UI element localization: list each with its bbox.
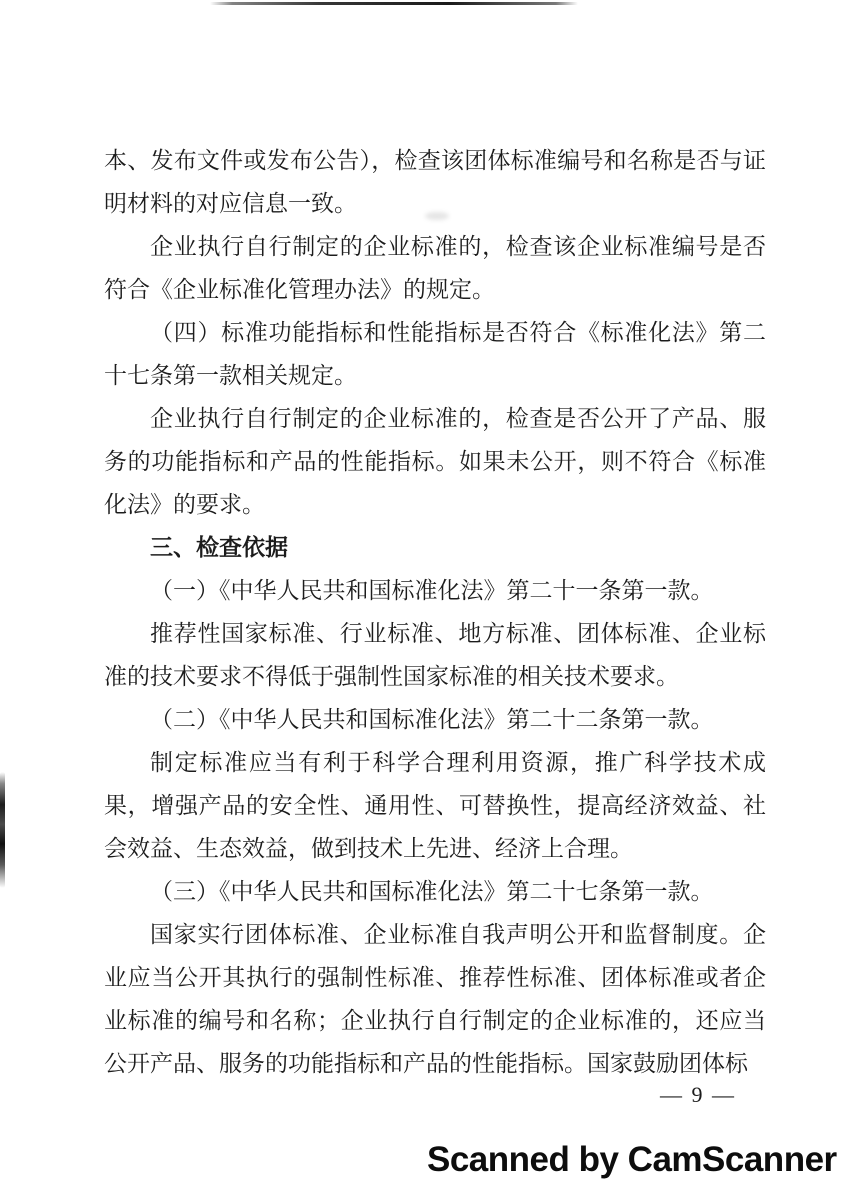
scan-artifact-left-edge: [0, 772, 5, 888]
body-paragraph: 推荐性国家标准、行业标准、地方标准、团体标准、企业标准的技术要求不得低于强制性国家标准的相关技术要求。: [104, 621, 766, 689]
body-paragraph: 企业执行自行制定的企业标准的，检查是否公开了产品、服务的功能指标和产品的性能指标。如果未公开，则不符合《标准化法》的要求。: [104, 406, 766, 517]
body-paragraph-continuation: 本、发布文件或发布公告），检查该团体标准编号和名称是否与证明材料的对应信息一致。: [104, 148, 766, 216]
document-body: [104, 139, 766, 1085]
camscanner-watermark: Scanned by CamScanner: [427, 1140, 837, 1179]
page-number: — 9 —: [660, 1082, 736, 1107]
body-paragraph: （二）《中华人民共和国标准化法》第二十二条第一款。: [150, 707, 714, 732]
body-paragraph: （三）《中华人民共和国标准化法》第二十七条第一款。: [150, 879, 714, 904]
body-paragraph: （一）《中华人民共和国标准化法》第二十一条第一款。: [150, 578, 714, 603]
scan-artifact-top-edge: [210, 2, 578, 5]
body-paragraph: 企业执行自行制定的企业标准的，检查该企业标准编号是否符合《企业标准化管理办法》的规定。: [104, 234, 766, 302]
section-heading: 三、检查依据: [150, 534, 288, 560]
body-paragraph: （四）标准功能指标和性能指标是否符合《标准化法》第二十七条第一款相关规定。: [104, 320, 766, 388]
body-paragraph: 制定标准应当有利于科学合理利用资源，推广科学技术成果，增强产品的安全性、通用性、可替换性，提高经济效益、社会效益、生态效益，做到技术上先进、经济上合理。: [104, 750, 766, 861]
body-paragraph: 国家实行团体标准、企业标准自我声明公开和监督制度。企业应当公开其执行的强制性标准、推荐性标准、团体标准或者企业标准的编号和名称；企业执行自行制定的企业标准的，还应当公开产品、服务的功能指标和产品的性能指标。国家鼓励团体标: [104, 922, 766, 1076]
